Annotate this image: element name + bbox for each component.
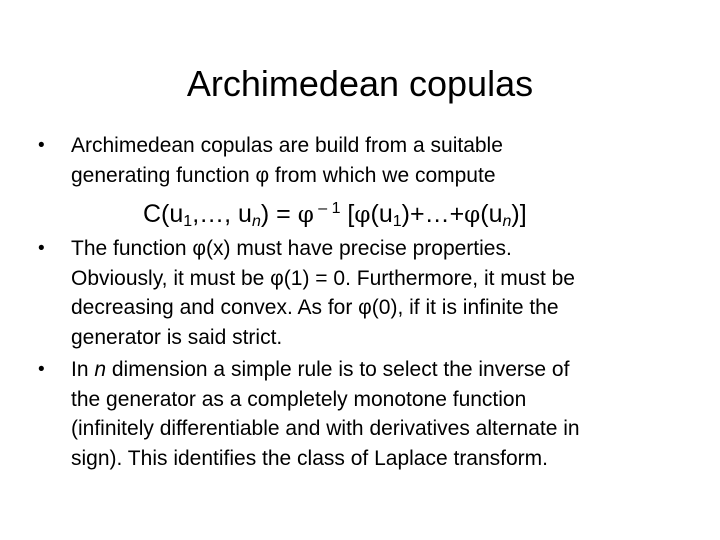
formula-part: C(u <box>143 200 184 228</box>
slide-title: Archimedean copulas <box>186 63 534 104</box>
bullet-text <box>71 131 691 190</box>
formula-part: (u <box>370 200 393 228</box>
formula-subscript: n <box>251 213 261 230</box>
bullet-dot: • <box>38 359 45 380</box>
bullet-line: decreasing and convex. As for φ(0), if it is infinite the <box>71 296 559 319</box>
bullet-line: Obviously, it must be φ(1) = 0. Furthermore, it must be <box>71 266 575 290</box>
phi-symbol: φ <box>297 202 314 228</box>
bullet-line-part: dimension a simple rule is to select the inverse of <box>106 358 570 381</box>
formula-subscript: 1 <box>392 213 402 230</box>
formula-subscript: n <box>502 213 512 230</box>
bullet-dot: • <box>38 135 45 156</box>
bullet-line: sign). This identifies the class of Laplace transform. <box>71 446 549 470</box>
bullet-line-italic: n <box>94 358 107 381</box>
bullet-line: generating function φ from which we compute <box>71 163 496 187</box>
bullet-line-part: In <box>71 358 95 381</box>
bullet-text <box>71 355 691 473</box>
formula-part: (u <box>480 200 503 228</box>
formula-part: [ <box>340 200 355 228</box>
bullet-line: (infinitely differentiable and with derivatives alternate in <box>71 417 580 440</box>
formula-part: ,…, u <box>192 200 252 228</box>
formula-part: )] <box>511 200 527 228</box>
formula-part: ) = <box>260 200 298 228</box>
bullet-dot: • <box>38 238 45 259</box>
formula-superscript: – 1 <box>313 200 341 217</box>
phi-symbol: φ <box>354 202 371 228</box>
phi-symbol: φ <box>464 202 481 228</box>
bullet-item-1 <box>38 131 688 191</box>
bullet-line: generator is said strict. <box>71 325 283 349</box>
formula-part: )+…+ <box>401 200 465 228</box>
bullet-line <box>71 355 691 385</box>
bullet-line: Archimedean copulas are build from a suitable <box>71 134 503 157</box>
bullet-text <box>71 234 691 352</box>
copula-formula <box>143 197 527 232</box>
bullet-item-2 <box>38 234 688 354</box>
formula-subscript: 1 <box>183 213 193 230</box>
bullet-item-3 <box>38 355 688 475</box>
bullet-line: The function φ(x) must have precise properties. <box>71 237 512 260</box>
bullet-line: the generator as a completely monotone function <box>71 387 527 411</box>
